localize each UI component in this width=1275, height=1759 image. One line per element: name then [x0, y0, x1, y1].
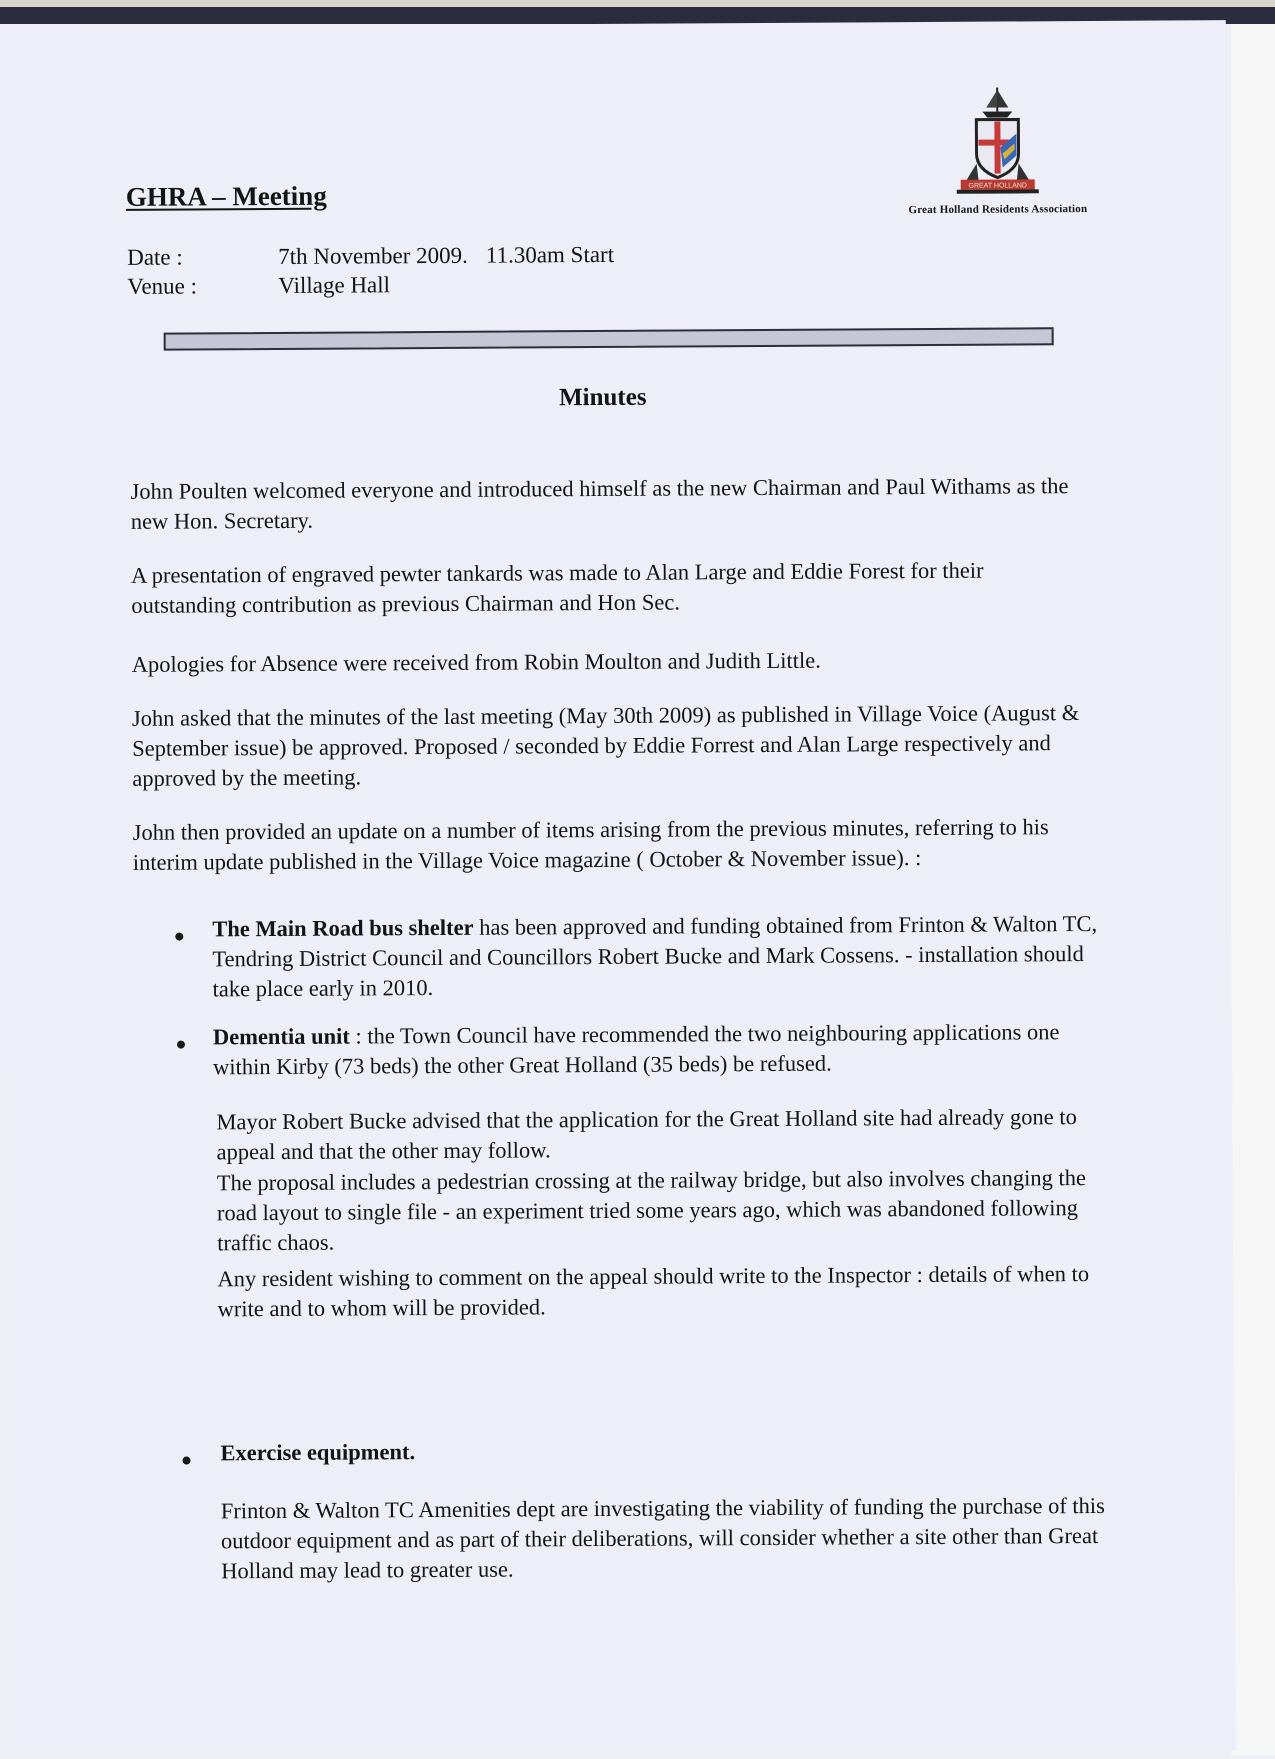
page-title: GHRA – Meeting	[126, 181, 327, 213]
logo-caption: Great Holland Residents Association	[883, 203, 1113, 216]
paragraph: John Poulten welcomed everyone and introduced himself as the new Chairman and Paul Withams as the new Hon. Secretary.	[131, 471, 1091, 537]
list-item-detail: Mayor Robert Bucke advised that the application for the Great Holland site had already gone to appeal and that the other may follow.	[216, 1102, 1111, 1167]
document-page	[0, 20, 1236, 1758]
venue-label: Venue :	[127, 273, 197, 299]
list-item	[212, 909, 1108, 1004]
date-value: 7th November 2009.	[278, 243, 468, 269]
bullet-icon	[177, 1041, 185, 1049]
list-item-title: The Main Road bus shelter	[212, 915, 473, 942]
bullet-icon	[175, 933, 183, 941]
date-value-group	[278, 242, 614, 270]
section-divider	[164, 327, 1054, 350]
bullet-icon	[182, 1457, 190, 1465]
association-logo	[882, 83, 1112, 84]
paragraph: A presentation of engraved pewter tankards was made to Alan Large and Eddie Forest for their outstanding contribution as previous Chairman and Hon Sec.	[131, 555, 1091, 621]
paragraph: John asked that the minutes of the last meeting (May 30th 2009) as published in Village Voice (August & September issue) be approved. Proposed / seconded by Eddie Forrest and Alan Large respectively and approved by the meeting.	[132, 698, 1093, 794]
crest-banner-text: GREAT HOLLAND	[968, 182, 1027, 189]
list-item	[220, 1433, 1115, 1468]
scan-right-edge	[1231, 24, 1275, 1755]
list-item-title: Exercise equipment.	[220, 1439, 415, 1465]
paragraph: Apologies for Absence were received from Robin Moulton and Judith Little.	[132, 644, 1092, 680]
list-item-text: : the Town Council have recommended the two neighbouring applications one within Kirby (73 beds) the other Great Holland (35 beds) be refused.	[213, 1019, 1060, 1079]
list-item-detail: Frinton & Walton TC Amenities dept are investigating the viability of funding the purchase of this outdoor equipment and as part of their deliberations, will consider whether a site other than Great Holland may lead to greater use.	[221, 1491, 1117, 1586]
venue-value: Village Hall	[278, 272, 390, 299]
minutes-heading: Minutes	[559, 384, 647, 413]
list-item	[213, 1017, 1108, 1082]
list-item-detail: The proposal includes a pedestrian crossing at the railway bridge, but also involves changing the road layout to single file - an experiment tried some years ago, which was abandoned following traffic chaos.	[217, 1163, 1113, 1258]
list-item-text: has been approved and funding obtained from Frinton & Walton TC, Tendring District Council and Councillors Robert Bucke and Mark Cossens. - installation should take place early in 2010.	[212, 911, 1097, 1001]
start-time: 11.30am Start	[486, 242, 614, 268]
crest-icon	[952, 83, 1043, 202]
list-item-title: Dementia unit	[213, 1024, 350, 1050]
list-item-detail: Any resident wishing to comment on the appeal should write to the Inspector : details of when to write and to whom will be provided.	[217, 1259, 1112, 1324]
paragraph: John then provided an update on a number of items arising from the previous minutes, referring to his interim update published in the Village Voice magazine ( October & November issue). :	[133, 812, 1093, 878]
date-label: Date :	[127, 245, 183, 271]
